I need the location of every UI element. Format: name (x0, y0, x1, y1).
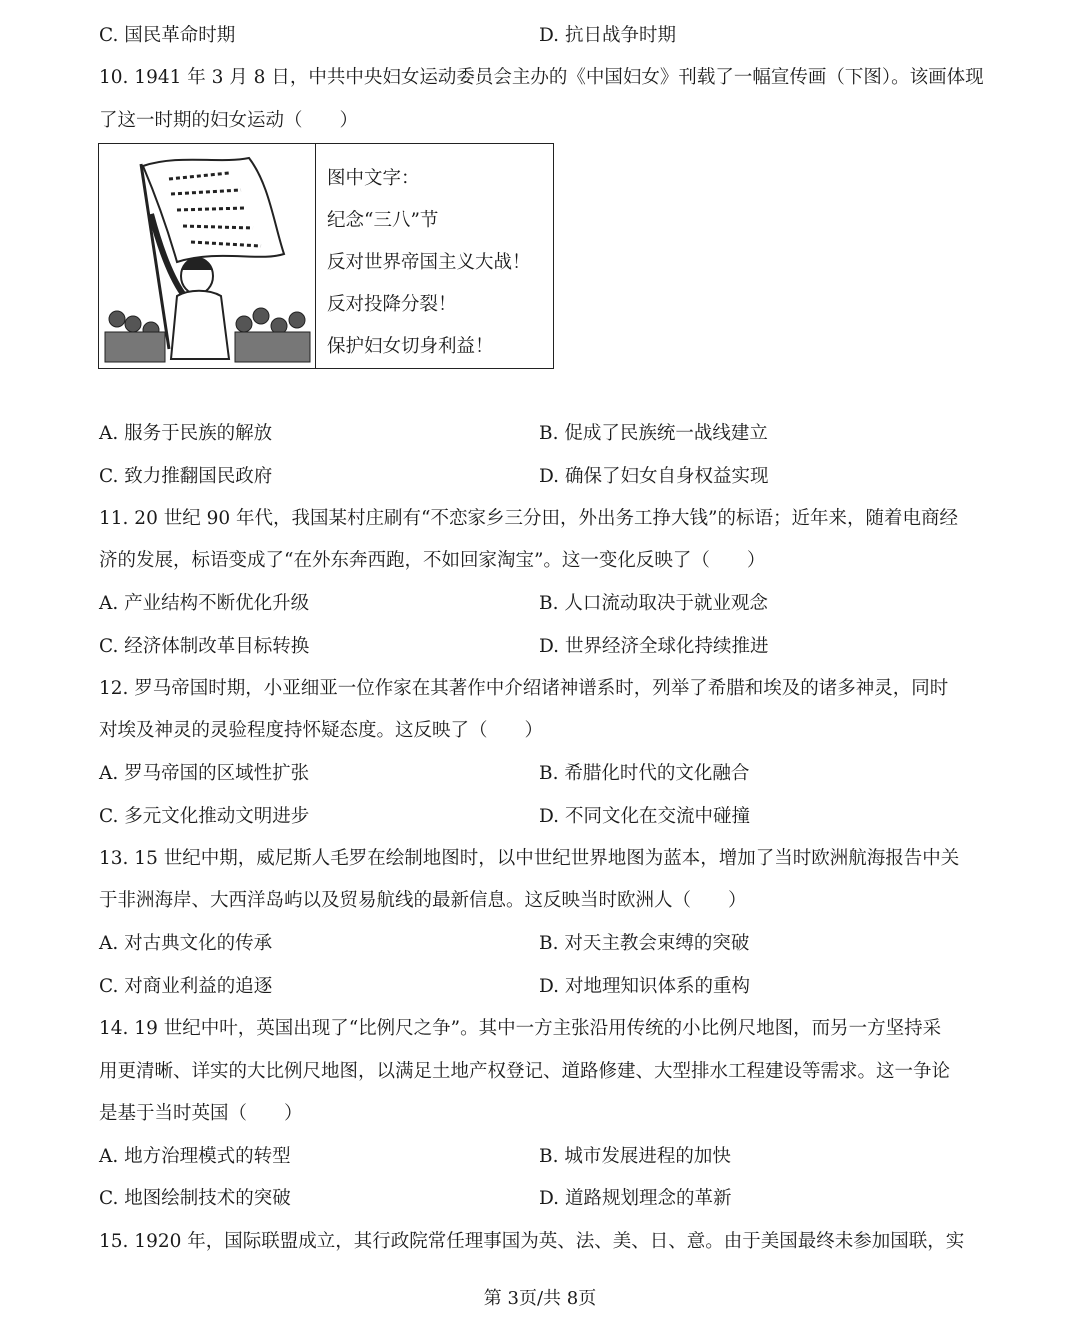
q12-option-a: A. 罗马帝国的区域性扩张 (99, 763, 310, 784)
propaganda-poster-illustration (99, 144, 316, 368)
q14-stem-line-1: 14. 19 世纪中叶，英国出现了“比例尺之争”。其中一方主张沿用传统的小比例尺地图，而另一方坚持采 (99, 1018, 942, 1039)
q10-figure (98, 143, 554, 369)
q11-option-c: C. 经济体制改革目标转换 (99, 636, 310, 657)
q13-option-d: D. 对地理知识体系的重构 (539, 976, 750, 997)
q14-option-a: A. 地方治理模式的转型 (99, 1146, 291, 1167)
figure-caption-line: 图中文字： (327, 168, 420, 189)
q12-option-c: C. 多元文化推动文明进步 (99, 806, 310, 827)
q13-option-c: C. 对商业利益的追逐 (99, 976, 273, 997)
q12-stem-line-2: 对埃及神灵的灵验程度持怀疑态度。这反映了（ ） (99, 720, 544, 741)
q11-stem-line-1: 11. 20 世纪 90 年代，我国某村庄刷有“不恋家乡三分田，外出务工挣大钱”的标语；近年来，随着电商经 (99, 508, 958, 529)
q12-option-d: D. 不同文化在交流中碰撞 (539, 806, 750, 827)
q11-option-a: A. 产业结构不断优化升级 (99, 593, 310, 614)
q9-option-d: D. 抗日战争时期 (539, 25, 676, 46)
q10-option-a: A. 服务于民族的解放 (99, 423, 273, 444)
q10-stem-line-2: 了这一时期的妇女运动（ ） (99, 110, 359, 131)
q13-option-a: A. 对古典文化的传承 (99, 933, 273, 954)
q11-option-b: B. 人口流动取决于就业观念 (539, 593, 768, 614)
q15-stem-line-1: 15. 1920 年，国际联盟成立，其行政院常任理事国为英、法、美、日、意。由于美国最终未参加国联，实 (99, 1231, 965, 1252)
q12-stem-line-1: 12. 罗马帝国时期，小亚细亚一位作家在其著作中介绍诸神谱系时，列举了希腊和埃及的诸多神灵，同时 (99, 678, 949, 699)
q14-option-b: B. 城市发展进程的加快 (539, 1146, 731, 1167)
q13-option-b: B. 对天主教会束缚的突破 (539, 933, 750, 954)
q12-option-b: B. 希腊化时代的文化融合 (539, 763, 750, 784)
q14-option-c: C. 地图绘制技术的突破 (99, 1188, 291, 1209)
page-footer: 第 3页/共 8页 (483, 1288, 597, 1309)
figure-caption-line: 反对世界帝国主义大战！ (327, 252, 531, 273)
q13-stem-line-2: 于非洲海岸、大西洋岛屿以及贸易航线的最新信息。这反映当时欧洲人（ ） (99, 890, 747, 911)
q11-stem-line-2: 济的发展，标语变成了“在外东奔西跑，不如回家淘宝”。这一变化反映了（ ） (99, 550, 766, 571)
q10-option-d: D. 确保了妇女自身权益实现 (539, 466, 769, 487)
q14-stem-line-2: 用更清晰、详实的大比例尺地图，以满足土地产权登记、道路修建、大型排水工程建设等需求。这一争论 (99, 1061, 951, 1082)
figure-caption-line: 反对投降分裂！ (327, 294, 457, 315)
q10-stem-line-1: 10. 1941 年 3 月 8 日，中共中央妇女运动委员会主办的《中国妇女》刊载了一幅宣传画（下图）。该画体现 (99, 67, 984, 88)
q11-option-d: D. 世界经济全球化持续推进 (539, 636, 769, 657)
figure-caption-text (316, 144, 553, 368)
q9-option-c: C. 国民革命时期 (99, 25, 236, 46)
figure-caption-line: 保护妇女切身利益！ (327, 336, 494, 357)
q13-stem-line-1: 13. 15 世纪中期，威尼斯人毛罗在绘制地图时，以中世纪世界地图为蓝本，增加了当时欧洲航海报告中关 (99, 848, 960, 869)
q10-option-b: B. 促成了民族统一战线建立 (539, 423, 768, 444)
q14-stem-line-3: 是基于当时英国（ ） (99, 1103, 303, 1124)
figure-caption-line: 纪念“三八”节 (327, 210, 439, 231)
q10-option-c: C. 致力推翻国民政府 (99, 466, 273, 487)
q14-option-d: D. 道路规划理念的革新 (539, 1188, 732, 1209)
propaganda-poster-drawing (99, 144, 314, 368)
